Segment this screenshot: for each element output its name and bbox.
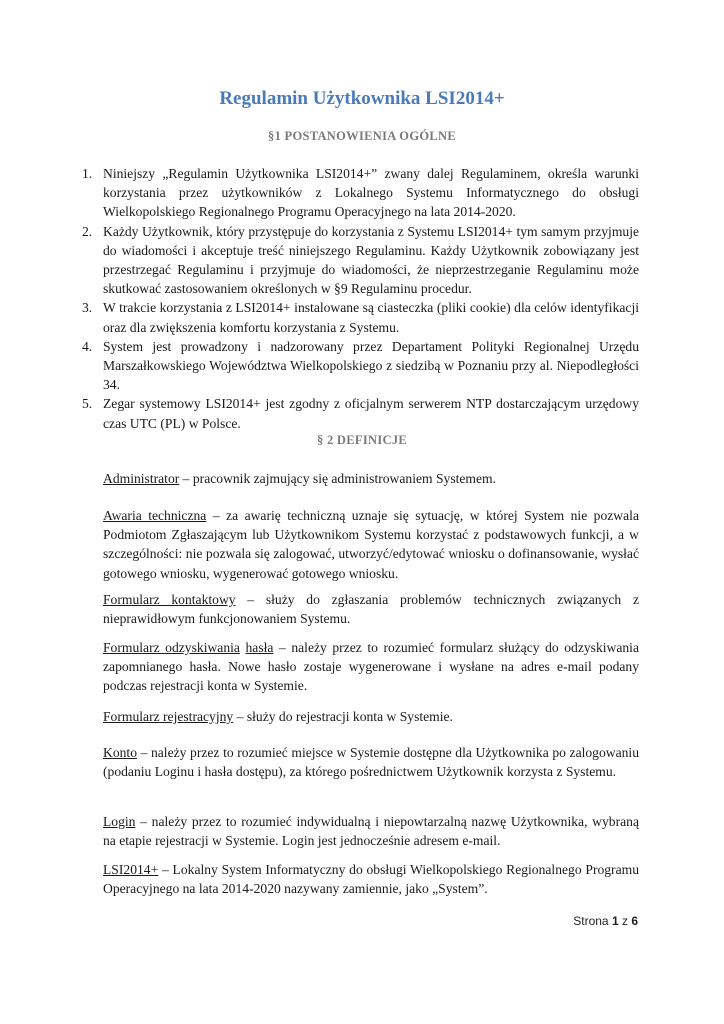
definition-login: Login – należy przez to rozumieć indywidualną i niepowtarzalną nazwę Użytkownika, wybraną na etapie rejestracji w Systemie. Login jest jednocześnie adresem e-mail. bbox=[103, 814, 639, 849]
definition-formularz-odzyskiwania-hasla: Formularz odzyskiwania hasła – należy przez to rozumieć formularz służący do odzyskiwania zapomnianego hasła. Nowe hasło zostaje wygenerowane i wysłane na adres e-mail podany podczas rejestracji konta w Systemie. bbox=[103, 640, 639, 694]
list-item: 4. System jest prowadzony i nadzorowany przez Departament Polityki Regionalnej Urzędu Marszałkowskiego Województwa Wielkopolskiego z siedzibą w Poznaniu przy al. Niepodległości 34. bbox=[82, 338, 639, 393]
definition-formularz-rejestracyjny: Formularz rejestracyjny – służy do rejestracji konta w Systemie. bbox=[103, 709, 453, 724]
term: Formularz rejestracyjny bbox=[103, 709, 234, 724]
definition-konto: Konto – należy przez to rozumieć miejsce w Systemie dostępne dla Użytkownika po zalogowaniu (podaniu Loginu i hasła dostępu), za którego pośrednictwem Użytkownik korzysta z Systemu. bbox=[103, 745, 639, 780]
list-item: 3. W trakcie korzystania z LSI2014+ instalowane są ciasteczka (pliki cookie) dla celów identyfikacji oraz dla zwiększenia komfortu korzystania z Systemu. bbox=[82, 300, 639, 335]
list-item: 2. Każdy Użytkownik, który przystępuje do korzystania z Systemu LSI2014+ tym samym przyjmuje do wiadomości i akceptuje treść niniejszego Regulaminu. Każdy Użytkownik zobowiązany jest przestrzegać Regulaminu i przyjmuje do wiadomości, że nieprzestrzeganie Regulaminu może skutkować zastosowaniem określonych w §9 Regulaminu procedur. bbox=[82, 223, 639, 297]
section2-heading: § 2 DEFINICJE bbox=[316, 433, 408, 447]
page-number: Strona 1 z 6 bbox=[573, 914, 638, 928]
term: Awaria techniczna bbox=[103, 508, 207, 523]
section1-heading: §1 POSTANOWIENIA OGÓLNE bbox=[268, 129, 456, 143]
document-title: Regulamin Użytkownika LSI2014+ bbox=[219, 88, 505, 109]
term: Formularz odzyskiwania bbox=[103, 640, 240, 655]
definition-administrator: Administrator – pracownik zajmujący się administrowaniem Systemem. bbox=[103, 471, 497, 486]
term: Formularz kontaktowy bbox=[103, 592, 236, 607]
definition-lsi2014: LSI2014+ – Lokalny System Informatyczny do obsługi Wielkopolskiego Regionalnego Programu Operacyjnego na lata 2014-2020 nazywany zamiennie, jako „System”. bbox=[103, 862, 639, 897]
term: hasła bbox=[245, 640, 274, 655]
term: Login bbox=[103, 814, 136, 829]
term: LSI2014+ bbox=[103, 862, 159, 877]
term: Administrator bbox=[103, 471, 180, 486]
list-item: 5. Zegar systemowy LSI2014+ jest zgodny z oficjalnym serwerem NTP dostarczającym urzędowy czas UTC (PL) w Polsce. bbox=[82, 396, 639, 431]
definition-formularz-kontaktowy: Formularz kontaktowy – służy do zgłaszania problemów technicznych związanych z nieprawidłowym funkcjonowaniem Systemu. bbox=[103, 592, 639, 627]
definition-awaria-techniczna: Awaria techniczna – za awarię techniczną uznaje się sytuację, w której System nie pozwala Podmiotom Zgłaszającym lub Użytkownikom Systemu korzystać z podstawowych funkcji, a w szczególności: nie pozwala się zalogować, utworzyć/edytować wniosku o dofinansowanie, wysłać gotowego wniosku, wygenerować gotowego wniosku. bbox=[103, 508, 639, 581]
section1-list bbox=[82, 164, 639, 433]
term: Konto bbox=[103, 745, 137, 760]
list-item: 1. Niniejszy „Regulamin Użytkownika LSI2014+” zwany dalej Regulaminem, określa warunki korzystania przez użytkowników z Lokalnego Systemu Informatycznego do obsługi Wielkopolskiego Regionalnego Programu Operacyjnego na lata 2014-2020. bbox=[82, 166, 639, 220]
